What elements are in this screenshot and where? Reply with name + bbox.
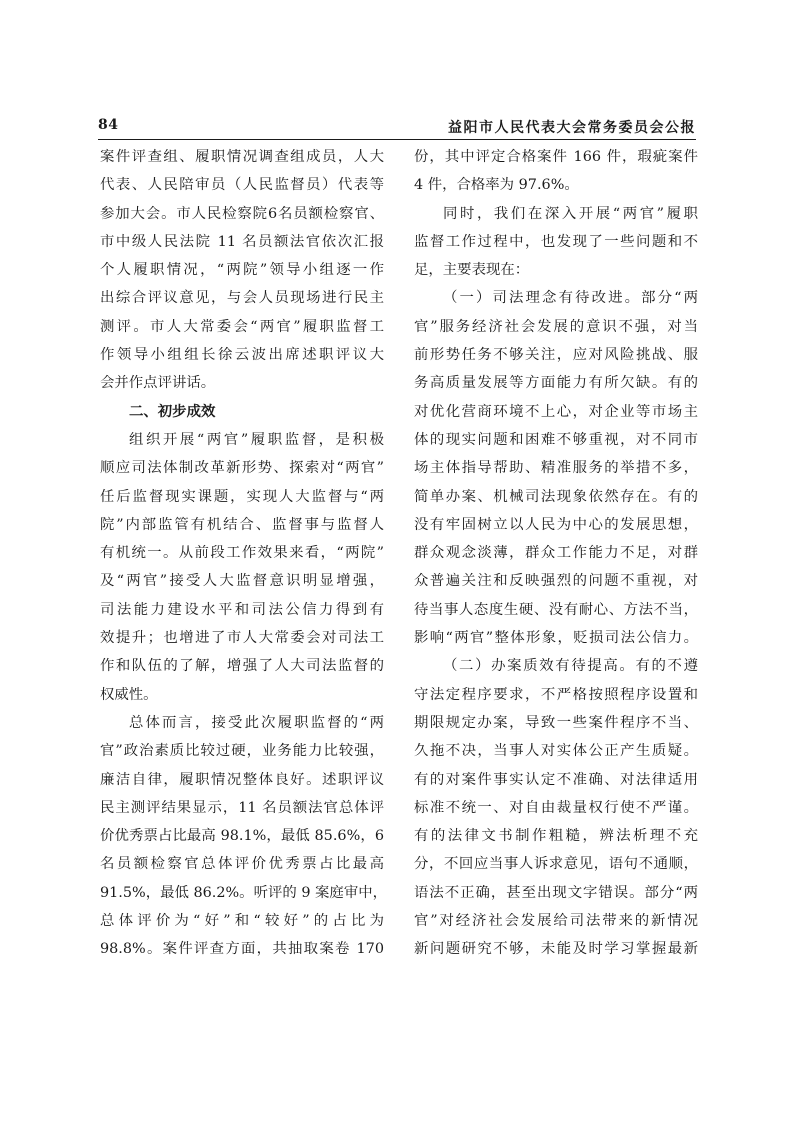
right-column-line: （二）办案质效有待提高。有的不遵 [443, 658, 698, 675]
page-header [98, 117, 696, 137]
left-column-line: 总体评价为“好”和“较好”的占比为 [100, 913, 384, 930]
right-column-line: 期限规定办案，导致一些案件程序不当、 [414, 714, 698, 731]
right-column-line: 分，不回应当事人诉求意见，语句不通顺， [414, 856, 698, 873]
header-rule [98, 139, 696, 140]
right-column-line: 前形势任务不够关注，应对风险挑战、服 [414, 347, 698, 364]
right-column-line: 务高质量发展等方面能力有所欠缺。有的 [414, 375, 698, 392]
right-column-line: 新问题研究不够，未能及时学习掌握最新 [414, 941, 698, 958]
left-column-line: 代表、人民陪审员（人民监督员）代表等 [100, 177, 384, 194]
left-column-line: 案件评查组、履职情况调查组成员，人大 [100, 149, 384, 165]
right-column-line: 群众观念淡薄，群众工作能力不足，对群 [414, 545, 698, 562]
left-column-line: 及“两官”接受人大监督意识明显增强， [100, 573, 384, 590]
left-column-line: 参加大会。市人民检察院6名员额检察官、 [100, 205, 384, 222]
left-column-line: 组织开展“两官”履职监督，是积极 [129, 431, 384, 448]
right-column-line: 标准不统一、对自由裁量权行使不严谨。 [414, 799, 698, 816]
left-column-line: 顺应司法体制改革新形势、探索对“两官” [100, 460, 384, 477]
right-column-line: 影响“两官”整体形象，贬损司法公信力。 [414, 630, 698, 647]
right-column-line: 场主体指导帮助、精准服务的举措不多， [414, 460, 698, 477]
left-column-line: 二、初步成效 [129, 403, 216, 420]
left-column-line: 价优秀票占比最高 98.1%，最低 85.6%，6 [100, 828, 384, 845]
right-column-line: 久拖不决，当事人对实体公正产生质疑。 [414, 743, 698, 760]
left-column-line: 官”政治素质比较过硬，业务能力比较强， [100, 743, 384, 760]
right-column-line: 有的法律文书制作粗糙，辨法析理不充 [414, 828, 698, 845]
left-column-line: 廉洁自律，履职情况整体良好。述职评议 [100, 771, 384, 788]
right-column-line: 4 件，合格率为 97.6%。 [414, 177, 579, 194]
left-column-line: 效提升；也增进了市人大常委会对司法工 [100, 630, 384, 647]
left-column-line: 权威性。 [100, 686, 158, 703]
right-column-line: 语法不正确，甚至出现文字错误。部分“两 [414, 884, 698, 901]
right-column-line: 官”对经济社会发展给司法带来的新情况 [414, 913, 698, 930]
right-column-line: 众普遍关注和反映强烈的问题不重视，对 [414, 573, 698, 590]
left-column-line: 院”内部监管有机结合、监督事与监督人 [100, 516, 384, 533]
left-column-line: 作领导小组组长徐云波出席述职评议大 [100, 347, 384, 364]
right-column-line: 体的现实问题和困难不够重视，对不同市 [414, 431, 698, 448]
page-number: 84 [98, 117, 119, 133]
left-column-line: 个人履职情况，“两院”领导小组逐一作 [100, 262, 384, 279]
right-column-line: （一）司法理念有待改进。部分“两 [443, 290, 698, 307]
left-column [100, 143, 387, 964]
left-column-line: 会并作点评讲话。 [100, 375, 216, 392]
right-column-line: 待当事人态度生硬、没有耐心、方法不当， [414, 601, 698, 618]
left-column-line: 98.8%。案件评查方面，共抽取案卷 170 [100, 941, 384, 958]
right-column-line: 有的对案件事实认定不准确、对法律适用 [414, 771, 698, 788]
left-column-line: 民主测评结果显示，11 名员额法官总体评 [100, 799, 384, 816]
left-column-line: 测评。市人大常委会“两官”履职监督工 [100, 318, 384, 335]
right-column [414, 143, 698, 964]
left-column-line: 名员额检察官总体评价优秀票占比最高 [100, 856, 384, 873]
left-column-line: 作和队伍的了解，增强了人大司法监督的 [100, 658, 384, 675]
right-column-line: 足，主要表现在： [414, 262, 530, 279]
left-column-line: 任后监督现实课题，实现人大监督与“两 [100, 488, 384, 505]
right-column-line: 简单办案、机械司法现象依然存在。有的 [414, 488, 698, 505]
right-column-line: 同时，我们在深入开展“两官”履职 [443, 205, 698, 222]
right-column-line: 对优化营商环境不上心，对企业等市场主 [414, 403, 698, 420]
right-column-line: 监督工作过程中，也发现了一些问题和不 [414, 233, 698, 250]
left-column-line: 有机统一。从前段工作效果来看，“两院” [100, 545, 384, 562]
right-column-line: 份，其中评定合格案件 166 件，瑕疵案件 [414, 149, 698, 165]
left-column-line: 出综合评议意见，与会人员现场进行民主 [100, 290, 384, 307]
publication-title: 益阳市人民代表大会常务委员会公报 [448, 120, 696, 136]
left-column-line: 总体而言，接受此次履职监督的“两 [129, 714, 384, 731]
left-column-line: 司法能力建设水平和司法公信力得到有 [100, 601, 384, 618]
right-column-line: 官”服务经济社会发展的意识不强，对当 [414, 318, 698, 335]
right-column-line: 没有牢固树立以人民为中心的发展思想， [414, 516, 698, 533]
left-column-line: 91.5%，最低 86.2%。听评的 9 案庭审中， [100, 884, 387, 901]
left-column-line: 市中级人民法院 11 名员额法官依次汇报 [100, 233, 384, 250]
right-column-line: 守法定程序要求，不严格按照程序设置和 [414, 686, 698, 703]
